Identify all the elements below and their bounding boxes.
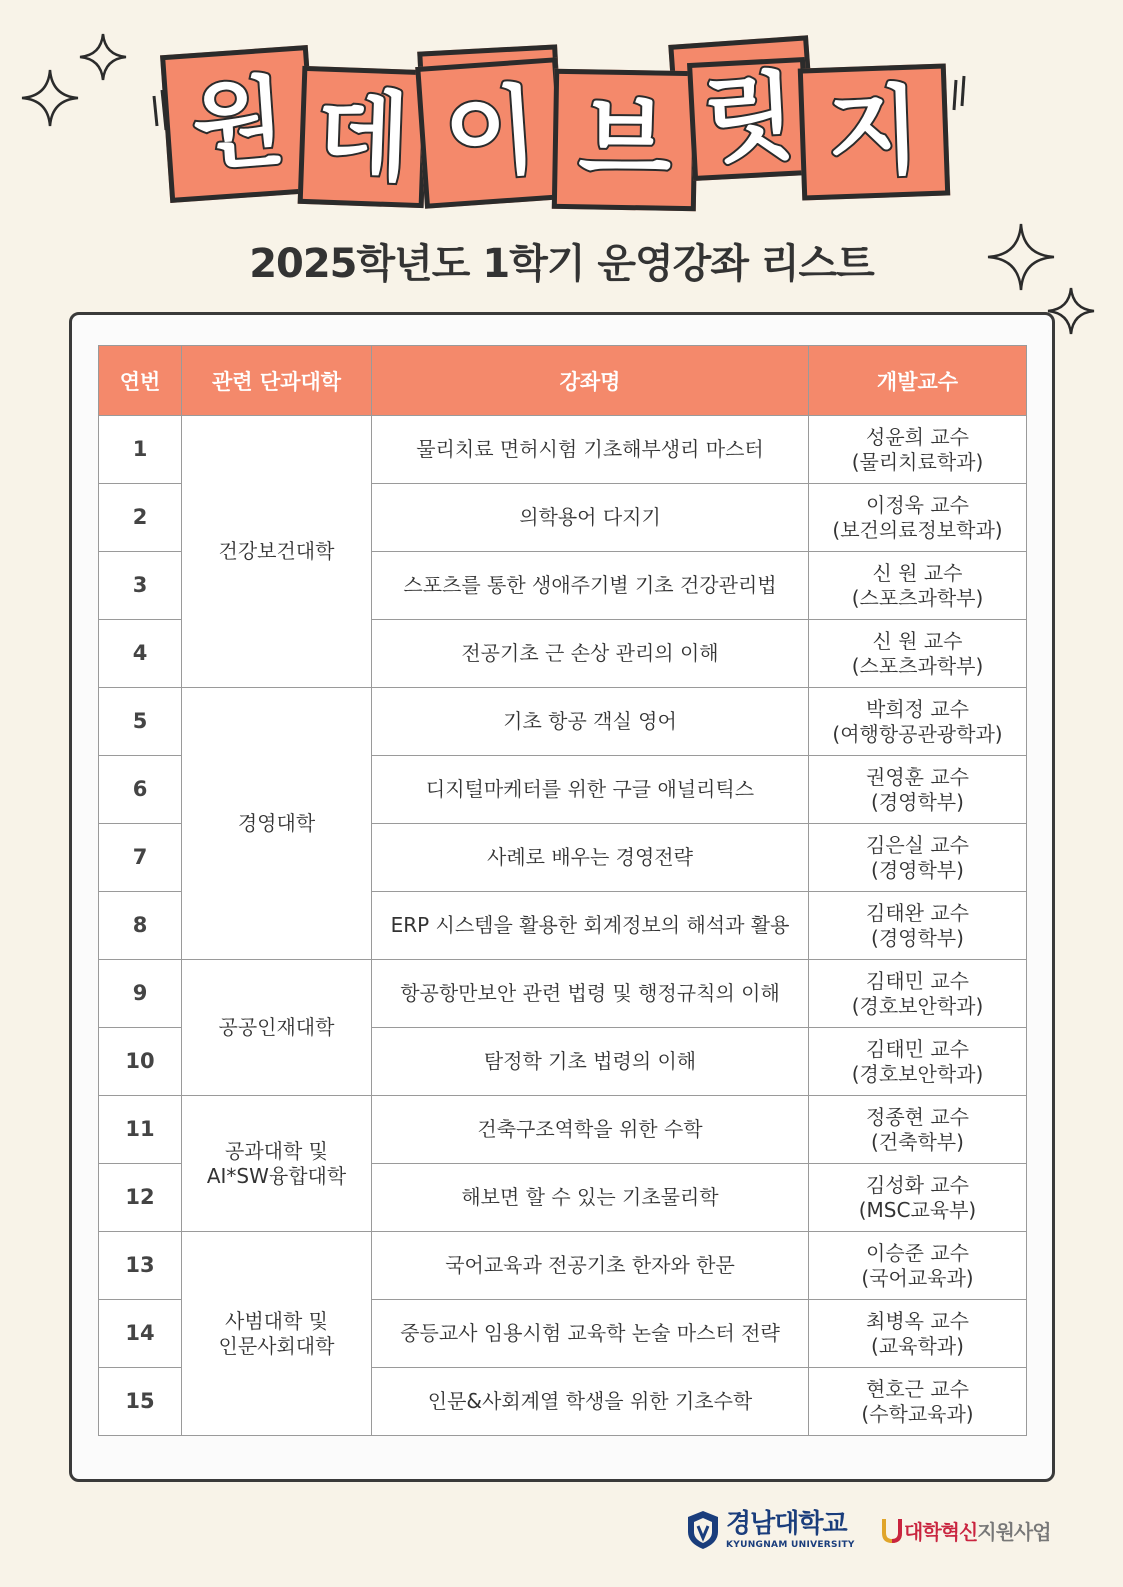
professor-cell xyxy=(809,892,1027,960)
professor-cell xyxy=(809,1368,1027,1436)
row-number: 14 xyxy=(99,1300,182,1368)
title-tile xyxy=(687,57,811,181)
college-cell: 경영대학 xyxy=(182,688,372,960)
professor-department: (경호보안학과) xyxy=(851,993,984,1018)
college-cell: 사범대학 및 인문사회대학 xyxy=(182,1232,372,1436)
professor-name: 김태완 교수 xyxy=(866,900,969,925)
title-tile xyxy=(415,57,567,209)
course-name: 인문&사회계열 학생을 위한 기초수학 xyxy=(372,1368,809,1436)
course-name: 해보면 할 수 있는 기초물리학 xyxy=(372,1164,809,1232)
professor-cell xyxy=(809,1300,1027,1368)
professor-name: 김성화 교수 xyxy=(866,1172,969,1197)
professor-name: 이정욱 교수 xyxy=(866,492,969,517)
row-number: 6 xyxy=(99,756,182,824)
professor-department: (수학교육과) xyxy=(861,1401,974,1426)
row-number: 7 xyxy=(99,824,182,892)
course-name: 항공항만보안 관련 법령 및 행정규칙의 이해 xyxy=(372,960,809,1028)
row-number: 11 xyxy=(99,1096,182,1164)
course-name: 건축구조역학을 위한 수학 xyxy=(372,1096,809,1164)
knu-name-en: KYUNGNAM UNIVERSITY xyxy=(726,1539,855,1550)
row-number: 5 xyxy=(99,688,182,756)
title-char: 원 xyxy=(188,64,290,184)
header-no: 연번 xyxy=(99,346,182,416)
table-row xyxy=(99,960,1027,1028)
knu-name-ko: 경남대학교 xyxy=(726,1508,847,1539)
professor-cell xyxy=(809,484,1027,552)
sparkle-icon xyxy=(20,68,80,128)
professor-name: 김은실 교수 xyxy=(866,832,969,857)
professor-department: (경영학부) xyxy=(871,857,964,882)
row-number: 3 xyxy=(99,552,182,620)
course-name: 의학용어 다지기 xyxy=(372,484,809,552)
header-course: 강좌명 xyxy=(372,346,809,416)
table-row xyxy=(99,688,1027,756)
professor-department: (여행항공관광학과) xyxy=(832,721,1003,746)
professor-cell xyxy=(809,1232,1027,1300)
innovation-logo xyxy=(880,1500,1051,1560)
professor-name: 김태민 교수 xyxy=(866,968,969,993)
professor-name: 현호근 교수 xyxy=(866,1376,969,1401)
professor-department: (교육학과) xyxy=(871,1333,964,1358)
professor-cell xyxy=(809,416,1027,484)
college-cell: 공공인재대학 xyxy=(182,960,372,1096)
title-char: 데 xyxy=(314,79,412,195)
professor-department: (MSC교육부) xyxy=(858,1197,977,1222)
title-banner xyxy=(0,0,1123,230)
course-name: 기초 항공 객실 영어 xyxy=(372,688,809,756)
professor-cell xyxy=(809,620,1027,688)
title-char: 브 xyxy=(577,83,673,197)
professor-cell xyxy=(809,1096,1027,1164)
university-shield-icon xyxy=(686,1510,720,1550)
row-number: 12 xyxy=(99,1164,182,1232)
course-name: 전공기초 근 손상 관리의 이해 xyxy=(372,620,809,688)
title-tile xyxy=(798,63,951,200)
row-number: 9 xyxy=(99,960,182,1028)
professor-department: (스포츠과학부) xyxy=(851,585,984,610)
table-row xyxy=(99,1232,1027,1300)
table-row xyxy=(99,1096,1027,1164)
title-tile xyxy=(552,69,698,211)
professor-name: 김태민 교수 xyxy=(866,1036,969,1061)
professor-cell xyxy=(809,960,1027,1028)
row-number: 2 xyxy=(99,484,182,552)
header-college: 관련 단과대학 xyxy=(182,346,372,416)
professor-cell xyxy=(809,824,1027,892)
row-number: 10 xyxy=(99,1028,182,1096)
course-name: 디지털마케터를 위한 구글 애널리틱스 xyxy=(372,756,809,824)
page-subtitle: 2025학년도 1학기 운영강좌 리스트 xyxy=(249,241,874,287)
header-professor: 개발교수 xyxy=(809,346,1027,416)
course-name: 중등교사 임용시험 교육학 논술 마스터 전략 xyxy=(372,1300,809,1368)
row-number: 4 xyxy=(99,620,182,688)
course-name: 스포츠를 통한 생애주기별 기초 건강관리법 xyxy=(372,552,809,620)
title-char: 릿 xyxy=(699,60,799,178)
professor-name: 박희정 교수 xyxy=(866,696,969,721)
course-table xyxy=(98,345,1027,1436)
professor-department: (국어교육과) xyxy=(861,1265,974,1290)
row-number: 13 xyxy=(99,1232,182,1300)
title-tile xyxy=(160,45,318,203)
dash-accent-icon xyxy=(950,70,980,120)
professor-department: (보건의료정보학과) xyxy=(832,517,1003,542)
dash-accent-icon xyxy=(150,80,180,140)
professor-department: (건축학부) xyxy=(871,1129,964,1154)
course-name: 국어교육과 전공기초 한자와 한문 xyxy=(372,1232,809,1300)
professor-department: (스포츠과학부) xyxy=(851,653,984,678)
professor-cell xyxy=(809,1164,1027,1232)
professor-department: (경영학부) xyxy=(871,789,964,814)
title-tile xyxy=(298,66,429,208)
professor-cell xyxy=(809,688,1027,756)
table-row xyxy=(99,416,1027,484)
title-char: 이 xyxy=(440,73,542,193)
professor-name: 신 원 교수 xyxy=(872,628,963,653)
sparkle-icon xyxy=(78,32,128,82)
college-cell: 건강보건대학 xyxy=(182,416,372,688)
knu-logo xyxy=(686,1500,855,1560)
professor-name: 성윤희 교수 xyxy=(866,424,969,449)
course-name: 물리치료 면허시험 기초해부생리 마스터 xyxy=(372,416,809,484)
table-header-row xyxy=(99,346,1027,416)
professor-name: 최병옥 교수 xyxy=(866,1308,969,1333)
course-name: 탐정학 기초 법령의 이해 xyxy=(372,1028,809,1096)
course-name: ERP 시스템을 활용한 회계정보의 해석과 활용 xyxy=(372,892,809,960)
professor-name: 권영훈 교수 xyxy=(866,764,969,789)
professor-name: 이승준 교수 xyxy=(866,1240,969,1265)
professor-cell xyxy=(809,756,1027,824)
title-char: 지 xyxy=(825,74,923,190)
innovation-text-red: 대학혁신 xyxy=(904,1519,978,1544)
innovation-u-icon xyxy=(880,1515,904,1545)
professor-department: (경호보안학과) xyxy=(851,1061,984,1086)
row-number: 8 xyxy=(99,892,182,960)
innovation-text-gray: 지원사업 xyxy=(977,1519,1051,1544)
professor-cell xyxy=(809,552,1027,620)
course-name: 사례로 배우는 경영전략 xyxy=(372,824,809,892)
row-number: 1 xyxy=(99,416,182,484)
professor-name: 신 원 교수 xyxy=(872,560,963,585)
professor-cell xyxy=(809,1028,1027,1096)
college-cell: 공과대학 및 AI*SW융합대학 xyxy=(182,1096,372,1232)
row-number: 15 xyxy=(99,1368,182,1436)
professor-department: (물리치료학과) xyxy=(851,449,984,474)
professor-name: 정종현 교수 xyxy=(866,1104,969,1129)
professor-department: (경영학부) xyxy=(871,925,964,950)
